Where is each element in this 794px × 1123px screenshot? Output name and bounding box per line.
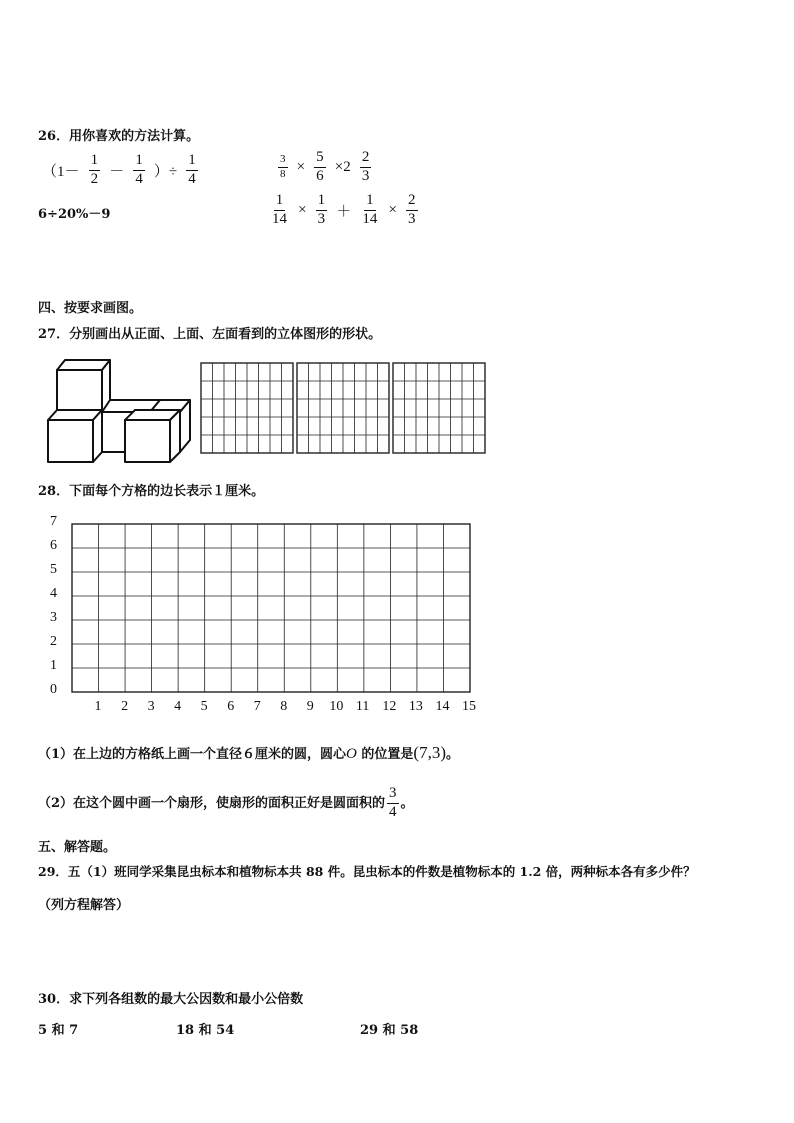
q28-sub1 [38,743,459,763]
x-tick-label: 6 [227,699,235,714]
fraction: $\frac{2}{3}$ [408,192,416,227]
cube-solid-figure [40,352,200,467]
q30-item-1: 5 和 7 [38,1023,79,1038]
fraction: $\frac{1}{14}$ [362,192,378,227]
x-tick-label: 7 [253,699,261,714]
q26-expression-1 [40,153,200,188]
times-sign: × [388,201,397,218]
times-sign: ×2 [334,158,351,175]
x-tick-label: 4 [174,699,182,714]
period: 。 [446,747,460,762]
q26-expression-3: 6÷20%－9 [38,207,111,222]
fraction: $\frac{1}{4}$ [188,152,196,187]
expr1-close: ）÷ [153,163,178,180]
q30-title: 30．求下列各组数的最大公因数和最小公倍数 [38,992,304,1007]
fraction: $\frac{5}{6}$ [316,149,324,184]
fraction: $\frac{3}{4}$ [389,785,397,820]
q26-title: 26．用你喜欢的方法计算。 [38,129,200,144]
times-sign: × [298,201,307,218]
y-tick-label: 6 [50,538,57,553]
center-coordinate: (7,3) [413,743,446,762]
coordinate-grid [70,522,472,694]
fraction: $\frac{1}{3}$ [317,192,326,227]
fraction: $\frac{2}{3}$ [361,149,370,184]
q28-sub2-text: （2）在这个圆中画一个扇形，使扇形的面积正好是圆面积的 [38,795,386,811]
x-tick-label: 14 [435,699,450,714]
q28-sub1-text: （1）在上边的方格纸上画一个直径６厘米的圆，圆心 [38,747,347,762]
expr1-open: （1－ [42,163,80,180]
x-tick-label: 2 [121,699,129,714]
fraction: $\frac{3}{8}$ [280,153,286,180]
y-tick-label: 2 [50,634,57,649]
q29-note: （列方程解答） [38,898,130,913]
y-tick-label: 3 [50,610,57,625]
fraction: $\frac{1}{4}$ [135,152,143,187]
q28-sub2 [38,786,414,821]
x-tick-label: 15 [462,699,476,714]
minus-sign: － [109,163,125,180]
x-tick-label: 11 [355,699,370,714]
x-tick-label: 3 [147,699,155,714]
y-tick-label: 7 [50,514,57,529]
x-tick-label: 12 [382,699,397,714]
x-tick-label: 5 [200,699,208,714]
y-tick-label: 1 [50,658,57,673]
y-tick-label: 0 [50,682,57,697]
x-tick-label: 13 [408,699,423,714]
q29-text: 29．五（1）班同学采集昆虫标本和植物标本共 88 件。昆虫标本的件数是植物标本的 1.2 倍，两种标本各有多少件？ [38,864,696,879]
period: 。 [400,795,414,811]
q26-expression-2 [276,150,373,185]
x-tick-label: 8 [280,699,288,714]
fraction: $\frac{1}{2}$ [90,152,99,187]
q28-sub1-mid: 的位置是 [356,747,414,762]
q27-title: 27．分别画出从正面、上面、左面看到的立体图形的形状。 [38,327,382,342]
y-tick-label: 5 [50,562,57,577]
x-tick-label: 1 [94,699,102,714]
x-tick-label: 9 [306,699,314,714]
plus-sign: ＋ [336,203,352,220]
times-sign: × [296,158,306,175]
fraction: $\frac{1}{14}$ [272,192,287,227]
q26-expression-4 [268,193,420,228]
x-tick-label: 10 [329,699,344,714]
drawing-grids [200,361,490,457]
q30-item-3: 29 和 58 [360,1023,419,1038]
center-o-symbol: O [346,746,357,762]
q28-title: 28．下面每个方格的边长表示１厘米。 [38,484,265,499]
section-4-title: 四、按要求画图。 [38,301,143,316]
section-5-title: 五、解答题。 [38,840,117,855]
y-tick-label: 4 [50,586,57,601]
q30-item-2: 18 和 54 [176,1023,235,1038]
